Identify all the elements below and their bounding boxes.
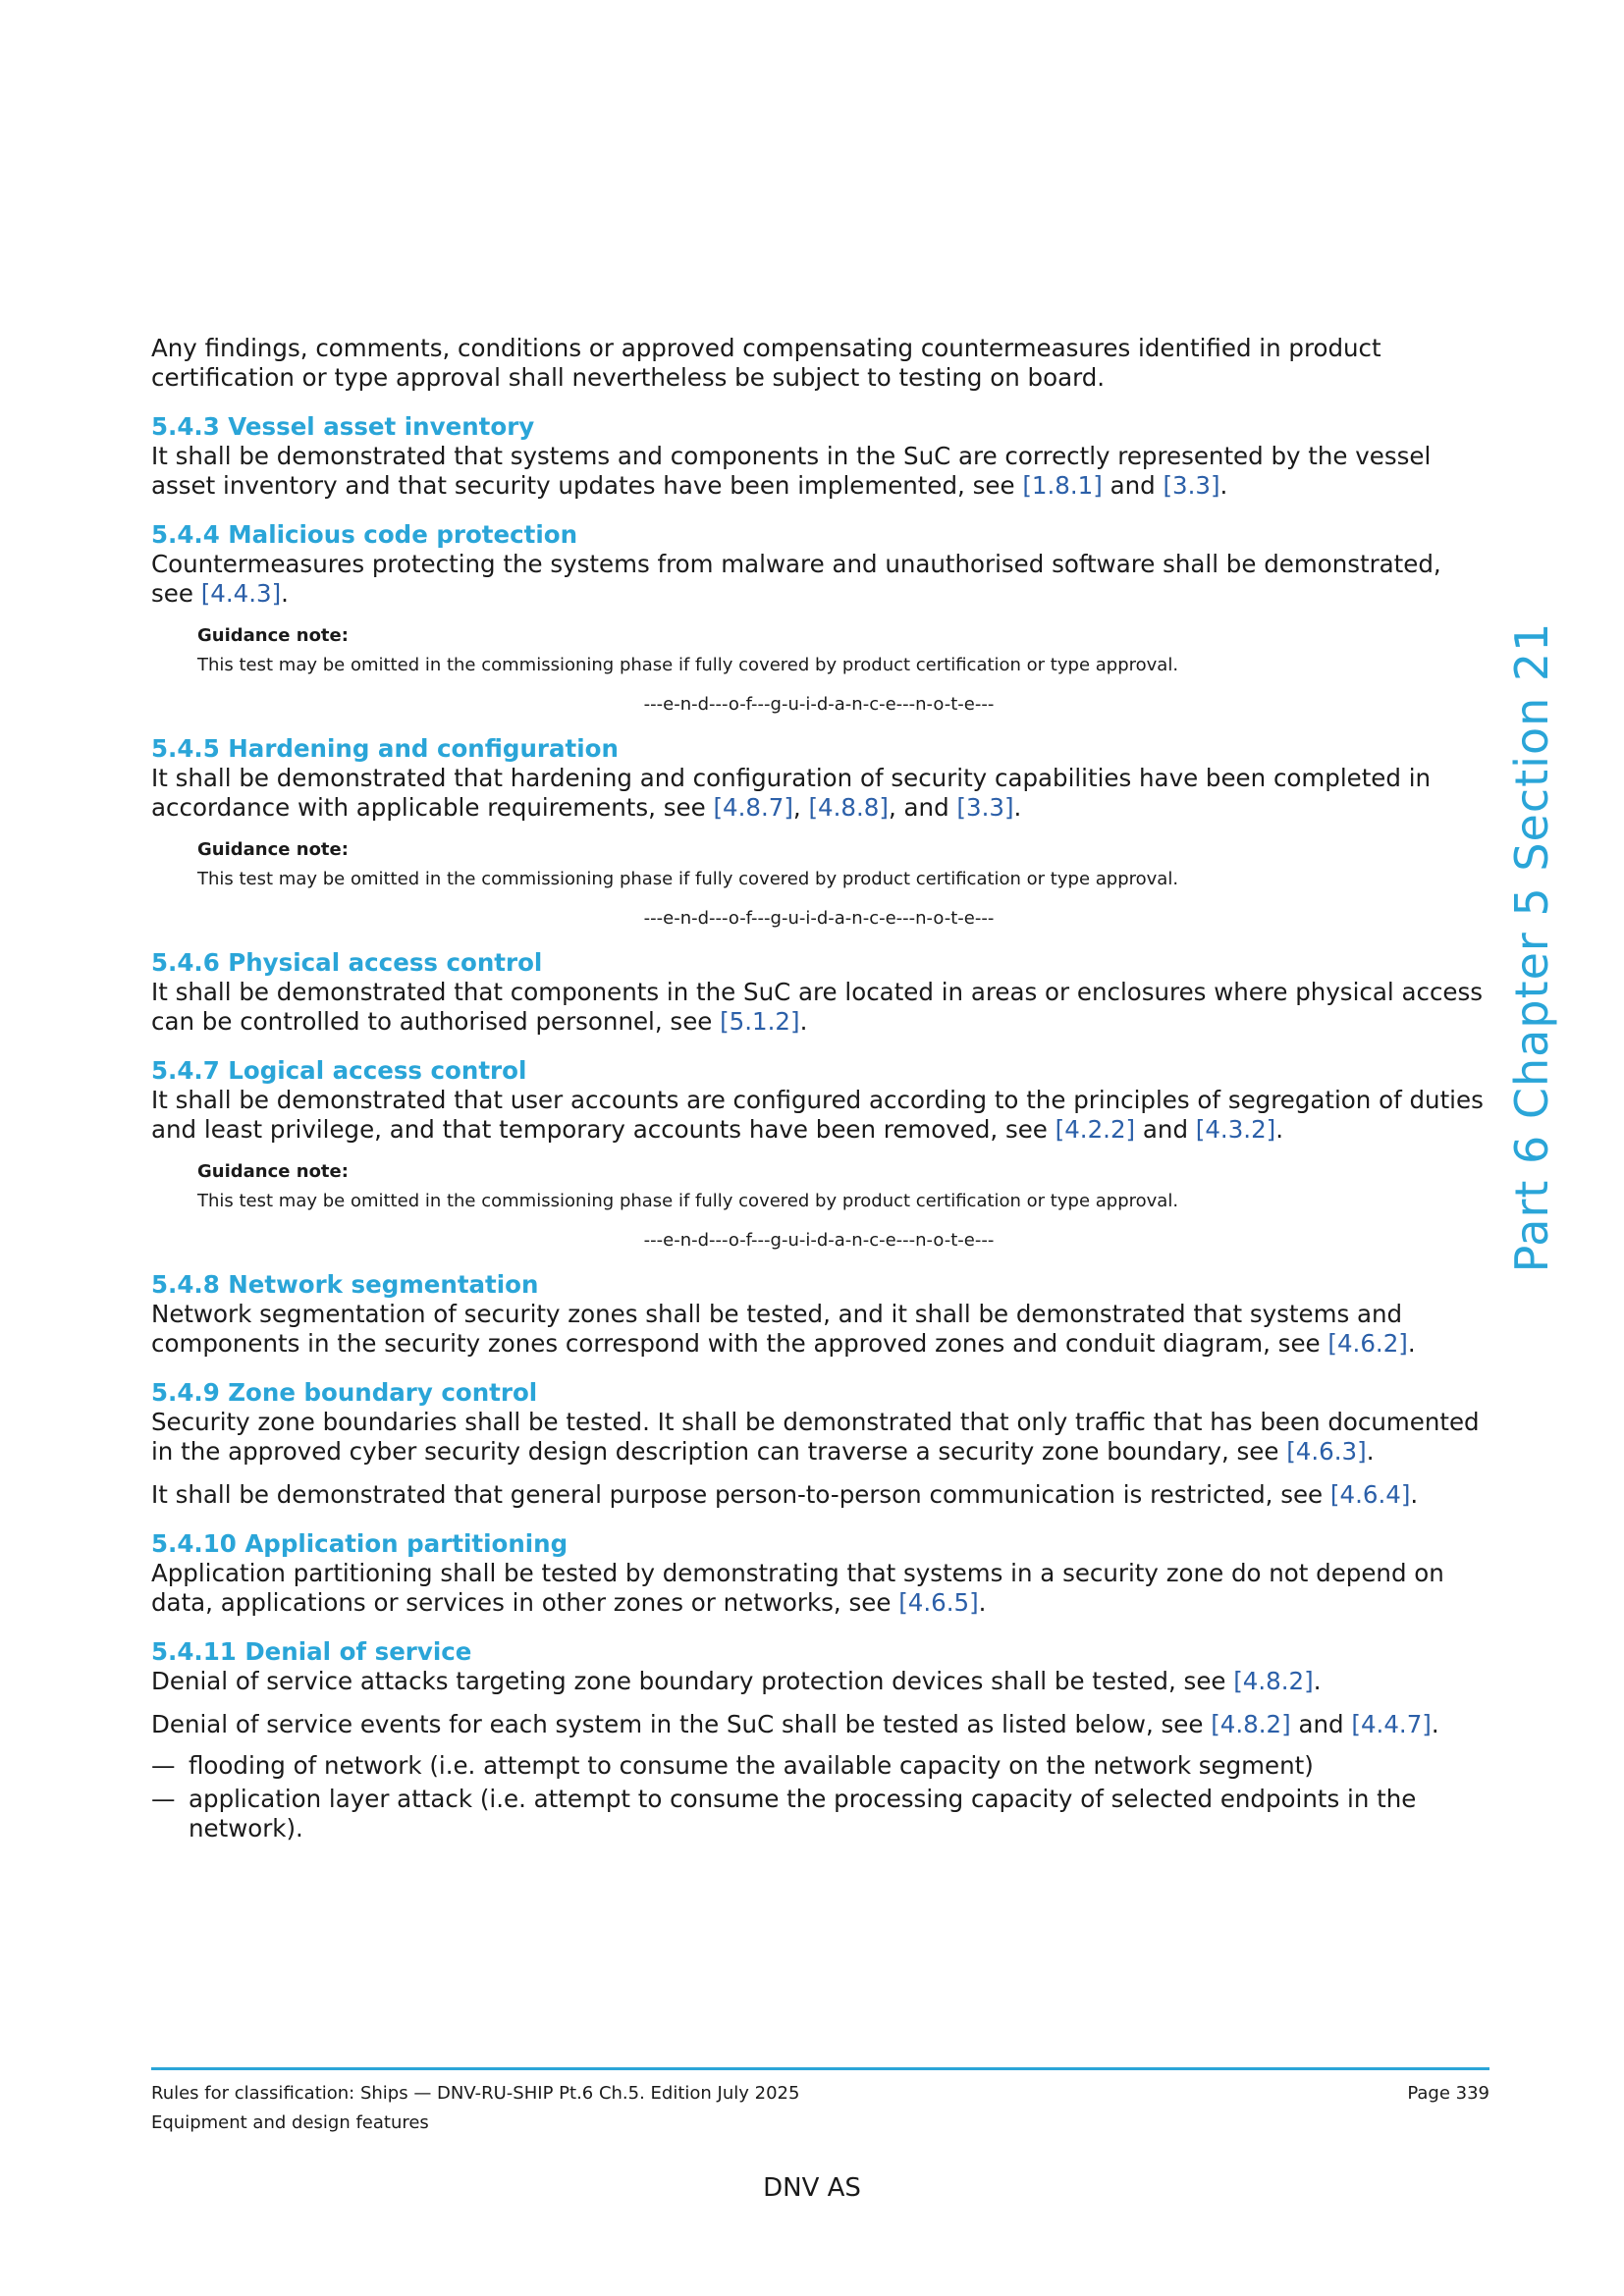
- dos-event-list: [151, 1751, 1487, 1843]
- guidance-note-end: ---e-n-d---o-f---g-u-i-d-a-n-c-e---n-o-t-e---: [643, 694, 995, 715]
- guidance-note: [197, 1160, 1487, 1253]
- paragraph-5-4-5: It shall be demonstrated that hardening and configuration of security capabilities have been completed in accordance with applicable requirements, see [4.8.7], [4.8.8], and [3.3].: [151, 764, 1432, 822]
- side-tab-section-label: Part 6 Chapter 5 Section 21: [1505, 621, 1558, 1273]
- heading-5-4-6: 5.4.6 Physical access control: [151, 948, 543, 977]
- ref-link[interactable]: [4.3.2]: [1195, 1115, 1276, 1144]
- ref-link[interactable]: [4.2.2]: [1055, 1115, 1136, 1144]
- ref-link[interactable]: [1.8.1]: [1022, 471, 1103, 500]
- guidance-note-title: Guidance note:: [197, 625, 349, 646]
- heading-5-4-9: 5.4.9 Zone boundary control: [151, 1378, 538, 1407]
- dash-bullet: —: [151, 1785, 176, 1813]
- ref-link[interactable]: [4.6.4]: [1329, 1480, 1411, 1509]
- heading-5-4-7: 5.4.7 Logical access control: [151, 1056, 527, 1085]
- ref-link[interactable]: [3.3]: [1163, 471, 1220, 500]
- heading-5-4-11: 5.4.11 Denial of service: [151, 1637, 472, 1666]
- heading-5-4-5: 5.4.5 Hardening and configuration: [151, 734, 619, 763]
- main-content: [151, 334, 1487, 1847]
- ref-link[interactable]: [4.8.2]: [1211, 1710, 1291, 1738]
- guidance-note-text: This test may be omitted in the commissioning phase if fully covered by product certification or type approval.: [197, 869, 1179, 889]
- paragraph-5-4-7: It shall be demonstrated that user accounts are configured according to the principles of segregation of duties and least privilege, and that temporary accounts have been removed, see [4.2.2] and [4.3.2].: [151, 1086, 1484, 1144]
- guidance-note-text: This test may be omitted in the commissioning phase if fully covered by product certification or type approval.: [197, 1191, 1179, 1211]
- paragraph-5-4-10: Application partitioning shall be tested by demonstrating that systems in a security zone do not depend on data, applications or services in other zones or networks, see [4.6.5].: [151, 1559, 1444, 1617]
- guidance-note-text: This test may be omitted in the commissioning phase if fully covered by product certification or type approval.: [197, 655, 1179, 675]
- footer-chapter-title: Equipment and design features: [151, 2112, 429, 2133]
- ref-link[interactable]: [4.6.3]: [1286, 1437, 1367, 1466]
- footer-page-number: Page 339: [1407, 2083, 1489, 2104]
- paragraph-5-4-3: It shall be demonstrated that systems and components in the SuC are correctly represented by the vessel asset inventory and that security updates have been implemented, see [1.8.1] and [3.3].: [151, 442, 1432, 500]
- guidance-note-title: Guidance note:: [197, 839, 349, 860]
- heading-5-4-3: 5.4.3 Vessel asset inventory: [151, 412, 535, 441]
- ref-link[interactable]: [4.6.5]: [898, 1588, 979, 1617]
- list-item: — flooding of network (i.e. attempt to consume the available capacity on the network segment): [151, 1751, 1314, 1780]
- company-name: DNV AS: [763, 2173, 861, 2203]
- dash-bullet: —: [151, 1751, 176, 1780]
- paragraph-5-4-9-b: It shall be demonstrated that general purpose person-to-person communication is restricted, see [4.6.4].: [151, 1480, 1419, 1509]
- paragraph-5-4-4: Countermeasures protecting the systems from malware and unauthorised software shall be demonstrated, see [4.4.3].: [151, 550, 1441, 608]
- guidance-note-end: ---e-n-d---o-f---g-u-i-d-a-n-c-e---n-o-t-e---: [643, 1230, 995, 1251]
- paragraph-5-4-8: Network segmentation of security zones shall be tested, and it shall be demonstrated that systems and components in the security zones correspond with the approved zones and conduit diagram, see [4.6.2].: [151, 1300, 1416, 1358]
- heading-5-4-4: 5.4.4 Malicious code protection: [151, 520, 578, 549]
- guidance-note-title: Guidance note:: [197, 1161, 349, 1182]
- ref-link[interactable]: [4.8.7]: [713, 793, 793, 822]
- paragraph-5-4-6: It shall be demonstrated that components in the SuC are located in areas or enclosures where physical access can be controlled to authorised personnel, see [5.1.2].: [151, 978, 1484, 1036]
- paragraph-5-4-11-b: Denial of service events for each system in the SuC shall be tested as listed below, see [4.8.2] and [4.4.7].: [151, 1710, 1439, 1738]
- ref-link[interactable]: [5.1.2]: [720, 1007, 800, 1036]
- ref-link[interactable]: [4.8.8]: [808, 793, 889, 822]
- ref-link[interactable]: [3.3]: [956, 793, 1014, 822]
- intro-paragraph: Any findings, comments, conditions or approved compensating countermeasures identified in product certification or type approval shall nevertheless be subject to testing on board.: [151, 334, 1381, 392]
- ref-link[interactable]: [4.6.2]: [1327, 1329, 1408, 1358]
- ref-link[interactable]: [4.4.7]: [1351, 1710, 1432, 1738]
- ref-link[interactable]: [4.8.2]: [1233, 1667, 1314, 1695]
- heading-5-4-8: 5.4.8 Network segmentation: [151, 1270, 539, 1299]
- guidance-note-end: ---e-n-d---o-f---g-u-i-d-a-n-c-e---n-o-t-e---: [643, 908, 995, 929]
- ref-link[interactable]: [4.4.3]: [200, 579, 282, 608]
- heading-5-4-10: 5.4.10 Application partitioning: [151, 1529, 568, 1558]
- guidance-note: [197, 838, 1487, 931]
- guidance-note: [197, 624, 1487, 717]
- footer-divider: [151, 2067, 1489, 2070]
- paragraph-5-4-9: Security zone boundaries shall be tested. It shall be demonstrated that only traffic that has been documented in the approved cyber security design description can traverse a security zone boundary, see [4.6.3].: [151, 1408, 1480, 1466]
- list-item: — application layer attack (i.e. attempt to consume the processing capacity of selected endpoints in the network).: [151, 1785, 1417, 1842]
- paragraph-5-4-11: Denial of service attacks targeting zone boundary protection devices shall be tested, see [4.8.2].: [151, 1667, 1322, 1695]
- footer-document-title: Rules for classification: Ships — DNV-RU-SHIP Pt.6 Ch.5. Edition July 2025: [151, 2083, 800, 2104]
